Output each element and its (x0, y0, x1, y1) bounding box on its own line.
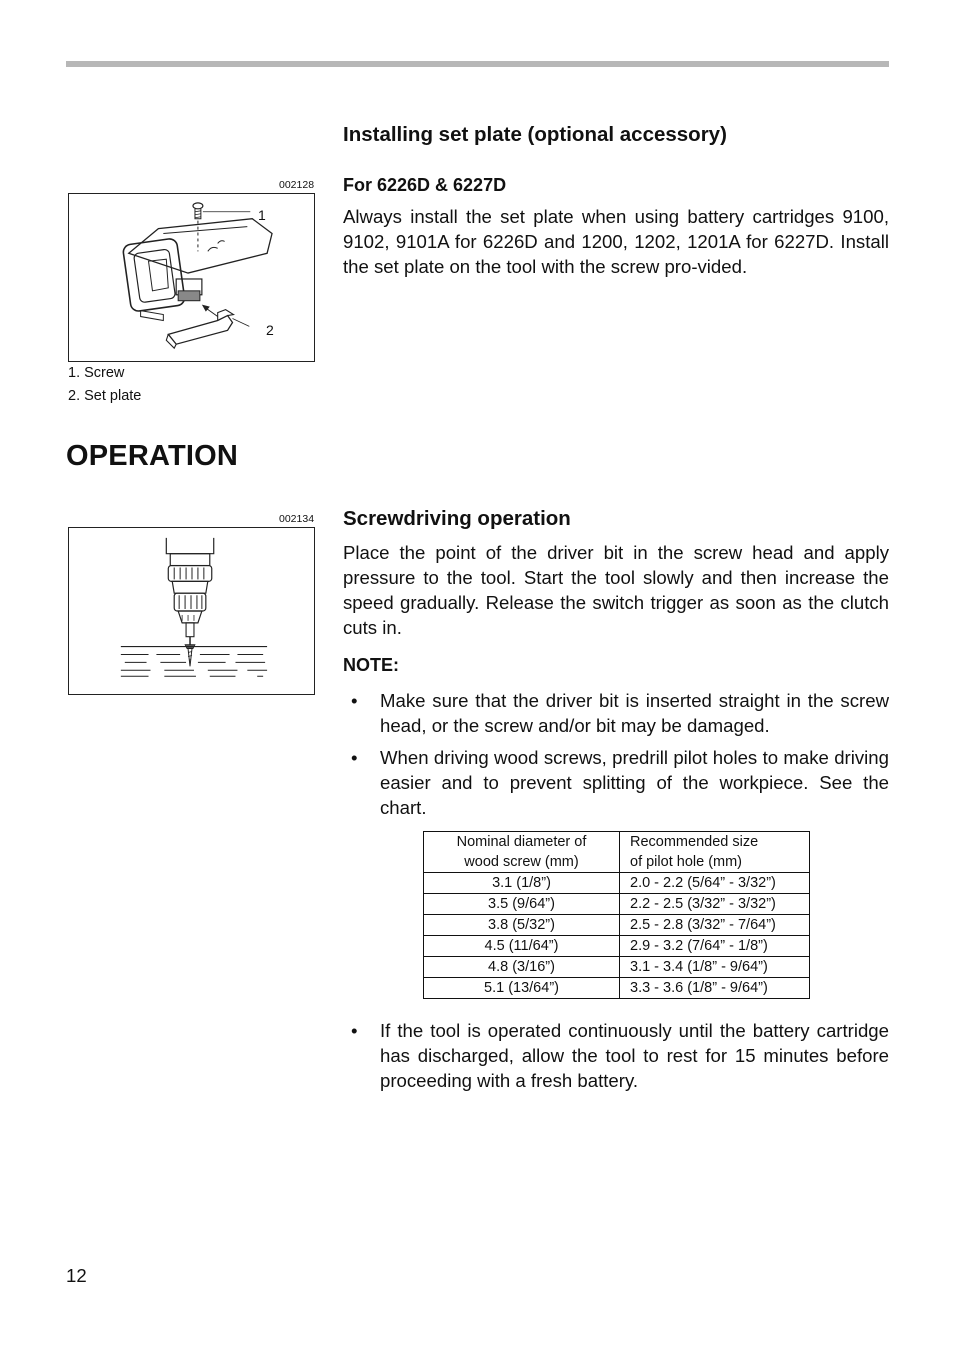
callout-set-plate-number: 2 (266, 322, 274, 338)
table-cell: 3.8 (5/32”) (424, 915, 620, 936)
table-cell: 4.8 (3/16”) (424, 957, 620, 978)
figure-code-2: 002134 (279, 513, 315, 525)
table-cell: 2.0 - 2.2 (5/64” - 3/32”) (620, 873, 810, 894)
pilot-hole-table (423, 831, 810, 999)
set-plate-illustration (69, 194, 314, 361)
table-row (424, 915, 810, 936)
table-cell: 3.1 (1/8”) (424, 873, 620, 894)
page-number: 12 (66, 1265, 87, 1286)
table-cell: 3.1 - 3.4 (1/8” - 9/64”) (620, 957, 810, 978)
legend-item-set-plate: 2. Set plate (68, 388, 142, 404)
table-cell: 5.1 (13/64”) (424, 978, 620, 999)
table-cell: 3.3 - 3.6 (1/8” - 9/64”) (620, 978, 810, 999)
table-row (424, 957, 810, 978)
screwdriving-paragraph: Place the point of the driver bit in the screw head and apply pressure to the tool. Start the tool slowly and then increase the speed gradually. Release the switch trigger as soon as the clutch cuts in. (343, 542, 889, 638)
section-subtitle-models: For 6226D & 6227D (343, 175, 507, 195)
set-plate-paragraph: Always install the set plate when using battery cartridges 9100, 9102, 9101A for 6226D and 1200, 1202, 1201A for 6227D. Install the set plate on the tool with the screw pro-vided. (343, 206, 889, 277)
table-row (424, 936, 810, 957)
section-title-screwdriving: Screwdriving operation (343, 507, 571, 530)
table-cell: 2.2 - 2.5 (3/32” - 3/32”) (620, 894, 810, 915)
table-cell: 2.9 - 3.2 (7/64” - 1/8”) (620, 936, 810, 957)
legend-item-screw: 1. Screw (68, 365, 125, 381)
bullet-dot: • (351, 747, 358, 768)
table-header-cell: Recommended size of pilot hole (mm) (620, 832, 810, 873)
top-rule (66, 61, 889, 67)
screwdriving-figure (68, 527, 315, 695)
note-bullet-text: When driving wood screws, predrill pilot holes to make driving easier and to prevent splitting of the workpiece. See the chart. (380, 747, 889, 818)
table-header-row (424, 832, 810, 873)
set-plate-figure (68, 193, 315, 362)
figure1-legend (68, 362, 141, 408)
table-cell: 4.5 (11/64”) (424, 936, 620, 957)
table-cell: 3.5 (9/64”) (424, 894, 620, 915)
section-title-set-plate: Installing set plate (optional accessory) (343, 123, 727, 146)
screwdriving-illustration (69, 528, 314, 694)
figure-code-1: 002128 (279, 179, 315, 191)
note-bullet-text: If the tool is operated continuously until the battery cartridge has discharged, allow the tool to rest for 15 minutes before proceeding with a fresh battery. (380, 1020, 889, 1091)
operation-heading: OPERATION (66, 440, 239, 472)
bullet-dot: • (351, 690, 358, 711)
callout-screw-number: 1 (258, 207, 266, 223)
table-header-cell: Nominal diameter of wood screw (mm) (424, 832, 620, 873)
table-row (424, 978, 810, 999)
note-bullet-text: Make sure that the driver bit is inserted straight in the screw head, or the screw and/or bit may be damaged. (380, 690, 889, 736)
note-label: NOTE: (343, 655, 399, 675)
bullet-dot: • (351, 1020, 358, 1041)
table-row (424, 873, 810, 894)
table-cell: 2.5 - 2.8 (3/32” - 7/64”) (620, 915, 810, 936)
table-row (424, 894, 810, 915)
